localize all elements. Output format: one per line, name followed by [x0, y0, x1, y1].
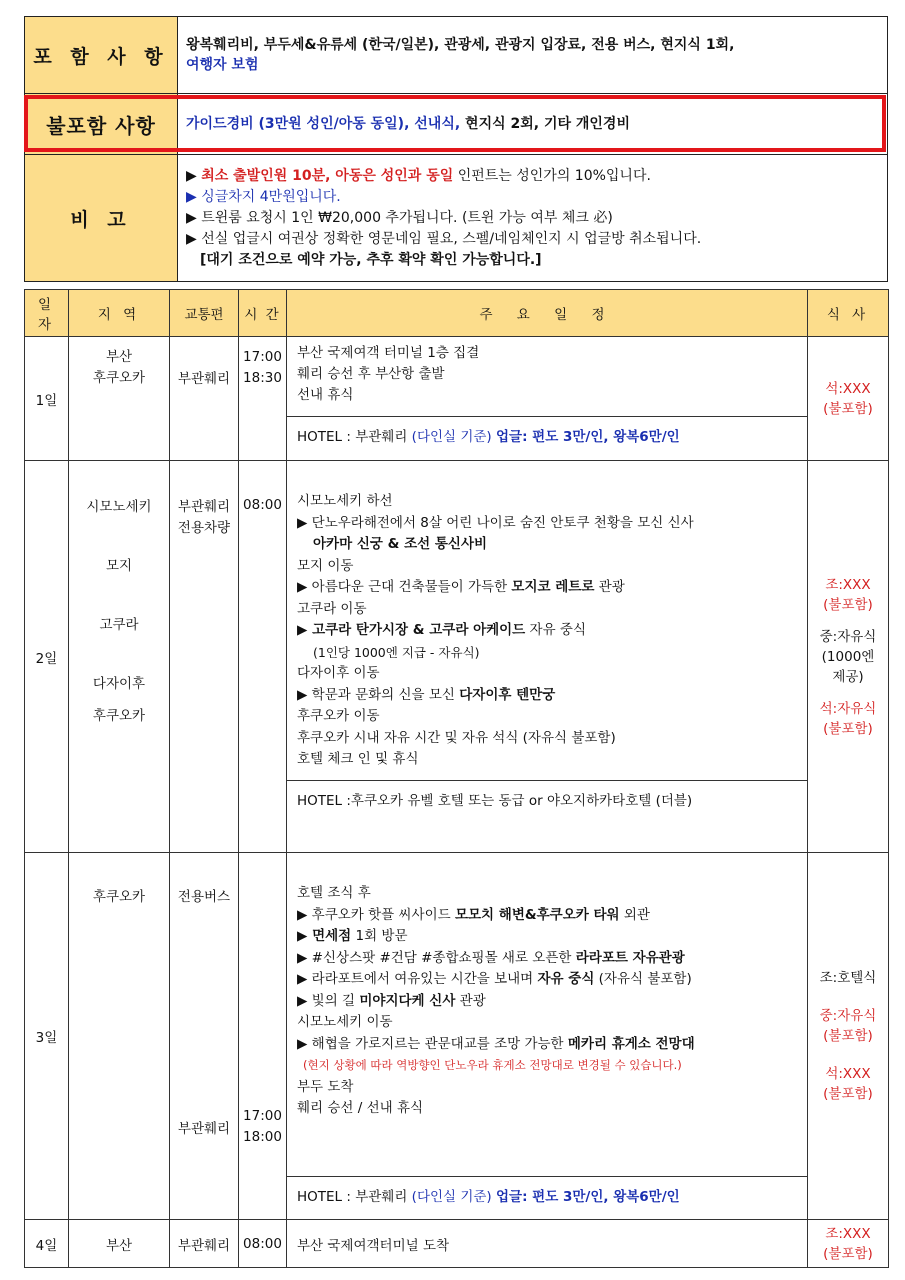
day1-row — [25, 337, 889, 461]
day3-line-8a: ▶ 해협을 가로지르는 관문대교를 조망 가능한 — [297, 1035, 568, 1052]
day1-meal-1: 석:XXX — [825, 380, 871, 397]
day2-time: 08:00 — [239, 461, 287, 853]
day2-line-7 — [297, 620, 797, 642]
day1-meal-2: (불포함) — [823, 400, 873, 417]
day3-meal-3: (불포함) — [823, 1028, 873, 1044]
note-2: ▶ 싱글차지 4만원입니다. — [186, 188, 341, 205]
note-4-text: 선실 업글시 여권상 정확한 영문네임 필요, 스펠/네임체인지 시 업글방 취소됩니다. — [201, 230, 702, 247]
day3-line-5a: ▶ 라라포트에서 여유있는 시간을 보내며 — [297, 971, 538, 987]
day2-line-10b: 다자이후 텐만궁 — [459, 686, 556, 703]
day2-line-1: 시모노세키 하선 — [297, 493, 393, 509]
day2-line-5 — [297, 577, 797, 599]
day3-line-4a: ▶ #신상스팟 #건담 #종합쇼핑몰 새로 오픈한 — [297, 949, 576, 966]
schedule-table — [24, 289, 889, 1268]
day2-meal-5: 제공) — [832, 668, 864, 685]
day1-hotel-c: 업글: 편도 3만/인, 왕복6만/인 — [496, 429, 680, 445]
day3-line-3b: 1회 방문 — [351, 928, 408, 944]
header-schedule: 주 요 일 정 — [287, 290, 808, 337]
note-3-text: 트윈룸 요청시 1인 ₩20,000 추가됩니다. (트윈 가능 여부 체크 必) — [201, 209, 613, 226]
day3-meal-2: 중:자유식 — [819, 1008, 877, 1024]
day2-transport-2: 전용차량 — [177, 520, 231, 536]
day3-time — [239, 853, 287, 1220]
day3-line-1: 호텔 조식 후 — [297, 885, 371, 901]
include-cell — [178, 17, 888, 94]
day3-line-2c: 외관 — [619, 906, 650, 923]
day3-line-3 — [297, 926, 797, 948]
day2-line-9: 다자이후 이동 — [297, 665, 380, 681]
day3-time-1: 17:00 — [243, 1108, 282, 1124]
day2-plan — [287, 461, 808, 853]
day2-row — [25, 461, 889, 853]
day4-row — [25, 1220, 889, 1268]
day3-line-5b: 자유 중식 — [537, 971, 595, 987]
day2-line-5a: ▶ 아름다운 근대 건축물들이 가득한 — [297, 579, 512, 595]
note-2-text: 싱글차지 4만원입니다. — [201, 188, 341, 205]
day3-line-6c: 관광 — [455, 992, 486, 1009]
include-label: 포 함 사 항 — [25, 17, 178, 94]
day2-transport-1: 부관훼리 — [177, 499, 231, 515]
day2-meal-7: (불포함) — [823, 720, 873, 737]
day2-line-13: 호텔 체크 인 및 휴식 — [297, 751, 419, 767]
day1-meal — [808, 337, 889, 461]
header-meal: 식 사 — [808, 290, 889, 337]
day3-meal-4: 석:XXX — [825, 1066, 871, 1082]
day3-line-5c: (자유식 불포함) — [594, 971, 692, 987]
day4-meal-1: 조:XXX — [825, 1225, 871, 1242]
include-text: 왕복훼리비, 부두세&유류세 (한국/일본), 관광세, 관광지 입장료, 전용 버스, 현지식 1회, — [186, 37, 735, 53]
day2-meal-4: (1000엔 — [821, 648, 875, 665]
day3-label: 3일 — [25, 853, 69, 1220]
day3-hotel-a: HOTEL : 부관훼리 — [297, 1189, 412, 1205]
note-3: ▶ 트윈룸 요청시 1인 ₩20,000 추가됩니다. (트윈 가능 여부 체크 必) — [186, 209, 613, 226]
note-1-rest: 인펀트는 성인가의 10%입니다. — [453, 167, 651, 184]
day2-line-3: 아카마 신궁 & 조선 통신사비 — [313, 536, 488, 552]
day3-line-2b: 모모치 해변&후쿠오카 타워 — [454, 906, 620, 923]
day1-region-1: 부산 — [105, 349, 133, 365]
header-transport: 교통편 — [170, 290, 239, 337]
exclude-label: 불포함 사항 — [25, 94, 178, 155]
day3-transport-2: 부관훼리 — [177, 1121, 231, 1137]
day3-line-3a: ▶ 면세점 — [297, 928, 352, 944]
day2-line-2: ▶ 단노우라해전에서 8살 어린 나이로 숨진 안토쿠 천황을 모신 신사 — [297, 514, 694, 531]
day1-time — [239, 337, 287, 461]
day1-region-2: 후쿠오카 — [92, 370, 146, 386]
day3-hotel — [287, 1176, 807, 1219]
day2-hotel: HOTEL :후쿠오카 유벨 호텔 또는 동급 or 야오지하카타호텔 (더블) — [287, 780, 807, 822]
day2-line-10a: ▶ 학문과 문화의 신을 모신 — [297, 686, 460, 703]
day3-hotel-c: 업글: 편도 3만/인, 왕복6만/인 — [496, 1189, 680, 1205]
day3-line-6b: 미야지다케 신사 — [359, 992, 456, 1009]
day3-region: 후쿠오카 — [69, 853, 170, 1220]
day3-line-11: 훼리 승선 / 선내 휴식 — [297, 1100, 424, 1116]
day1-hotel-b: (다인실 기준) — [411, 429, 496, 445]
day1-line-1: 부산 국제여객 터미널 1층 집결 — [297, 345, 480, 361]
day4-transport: 부관훼리 — [170, 1220, 239, 1268]
day4-time: 08:00 — [239, 1220, 287, 1268]
schedule-header-row — [25, 290, 889, 337]
day3-meal — [808, 853, 889, 1220]
day2-meal-6: 석:자유식 — [819, 700, 877, 717]
day2-transport — [170, 461, 239, 853]
day3-hotel-b: (다인실 기준) — [411, 1189, 496, 1205]
day3-line-6 — [297, 991, 797, 1013]
day2-line-10 — [297, 685, 797, 707]
day4-line-1: 부산 국제여객터미널 도착 — [287, 1220, 808, 1268]
day1-transport: 부관훼리 — [170, 337, 239, 461]
day1-plan-body — [287, 337, 807, 416]
day2-meal-1: 조:XXX — [825, 576, 871, 593]
day3-plan — [287, 853, 808, 1220]
day3-line-7: 시모노세키 이동 — [297, 1014, 393, 1030]
remark-cell — [178, 155, 888, 282]
include-text-2: 여행자 보험 — [186, 57, 259, 73]
day2-label: 2일 — [25, 461, 69, 853]
day3-meal-1: 조:호텔식 — [819, 970, 877, 986]
day2-line-5b: 모지코 레트로 — [511, 579, 595, 595]
day2-line-4: 모지 이동 — [297, 557, 354, 574]
day2-meal — [808, 461, 889, 853]
note-1: ▶ 최소 출발인원 10분, 아동은 성인과 동일 인펀트는 성인가의 10%입니다. — [186, 167, 651, 184]
day2-line-12: 후쿠오카 시내 자유 시간 및 자유 석식 (자유식 불포함) — [297, 729, 616, 746]
day1-time-2: 18:30 — [243, 370, 282, 386]
day3-line-2 — [297, 905, 797, 927]
header-time: 시 간 — [239, 290, 287, 337]
day3-time-2: 18:00 — [243, 1129, 282, 1145]
day2-region-1: 시모노세키 — [86, 499, 152, 515]
day1-label: 1일 — [25, 337, 69, 461]
day3-line-2a: ▶ 후쿠오카 핫플 씨사이드 — [297, 906, 455, 923]
day2-region — [69, 461, 170, 853]
day1-hotel-a: HOTEL : 부관훼리 — [297, 429, 412, 445]
note-1-red: 최소 출발인원 10분, 아동은 성인과 동일 — [201, 167, 454, 184]
day3-line-8b: 메카리 휴게소 전망대 — [567, 1035, 695, 1052]
day1-time-1: 17:00 — [243, 349, 282, 365]
day3-line-9: (현지 상황에 따라 역방향인 단노우라 휴게소 전망대로 변경될 수 있습니다.) — [303, 1058, 682, 1072]
day2-line-11: 후쿠오카 이동 — [297, 708, 380, 724]
day2-region-4: 다자이후 — [92, 676, 146, 692]
day2-line-7a: ▶ 고쿠라 탄가시장 & 고쿠라 아케이드 — [297, 622, 526, 638]
day3-line-6a: ▶ 빛의 길 — [297, 992, 360, 1009]
day2-line-5c: 관광 — [594, 579, 625, 595]
day4-meal-2: (불포함) — [823, 1245, 873, 1262]
day2-meal-3: 중:자유식 — [819, 628, 877, 645]
day2-line-7b: 자유 중식 — [525, 622, 586, 638]
exclude-highlight-box — [24, 95, 886, 152]
day3-plan-body — [287, 853, 807, 1176]
day3-line-5 — [297, 969, 797, 991]
day1-region — [69, 337, 170, 461]
day4-label: 4일 — [25, 1220, 69, 1268]
remark-label: 비 고 — [25, 155, 178, 282]
day2-plan-body — [287, 461, 807, 780]
day3-row — [25, 853, 889, 1220]
day2-line-6: 고쿠라 이동 — [297, 600, 367, 617]
day4-meal — [808, 1220, 889, 1268]
day3-line-10: 부두 도착 — [297, 1078, 354, 1095]
exclude-text-blue: 가이드경비 (3만원 성인/아동 동일), 선내식, — [186, 116, 461, 132]
day1-line-2: 훼리 승선 후 부산항 출발 — [297, 366, 445, 382]
day1-plan — [287, 337, 808, 461]
day2-region-5: 후쿠오카 — [92, 708, 146, 724]
note-5: [대기 조건으로 예약 가능, 추후 확약 확인 가능합니다.] — [200, 251, 542, 268]
day2-region-2: 모지 — [105, 558, 133, 574]
note-4: ▶ 선실 업글시 여권상 정확한 영문네임 필요, 스펠/네임체인지 시 업글방 취소됩니다. — [186, 230, 702, 247]
day1-hotel — [287, 416, 807, 450]
day3-line-4b: 라라포트 자유관광 — [575, 949, 685, 966]
day3-transport — [170, 853, 239, 1220]
day3-meal-5: (불포함) — [823, 1086, 873, 1102]
day4-region: 부산 — [69, 1220, 170, 1268]
day3-transport-1: 전용버스 — [177, 889, 231, 905]
header-day: 일 자 — [25, 290, 69, 337]
day2-meal-2: (불포함) — [823, 596, 873, 613]
day2-region-3: 고쿠라 — [99, 617, 139, 633]
exclude-text-black: 현지식 2회, 기타 개인경비 — [460, 116, 630, 132]
header-region: 지 역 — [69, 290, 170, 337]
day1-line-3: 선내 휴식 — [297, 387, 354, 403]
day3-line-8 — [297, 1034, 797, 1056]
day3-line-4 — [297, 948, 797, 970]
day2-line-8: (1인당 1000엔 지급 - 자유식) — [313, 644, 480, 660]
